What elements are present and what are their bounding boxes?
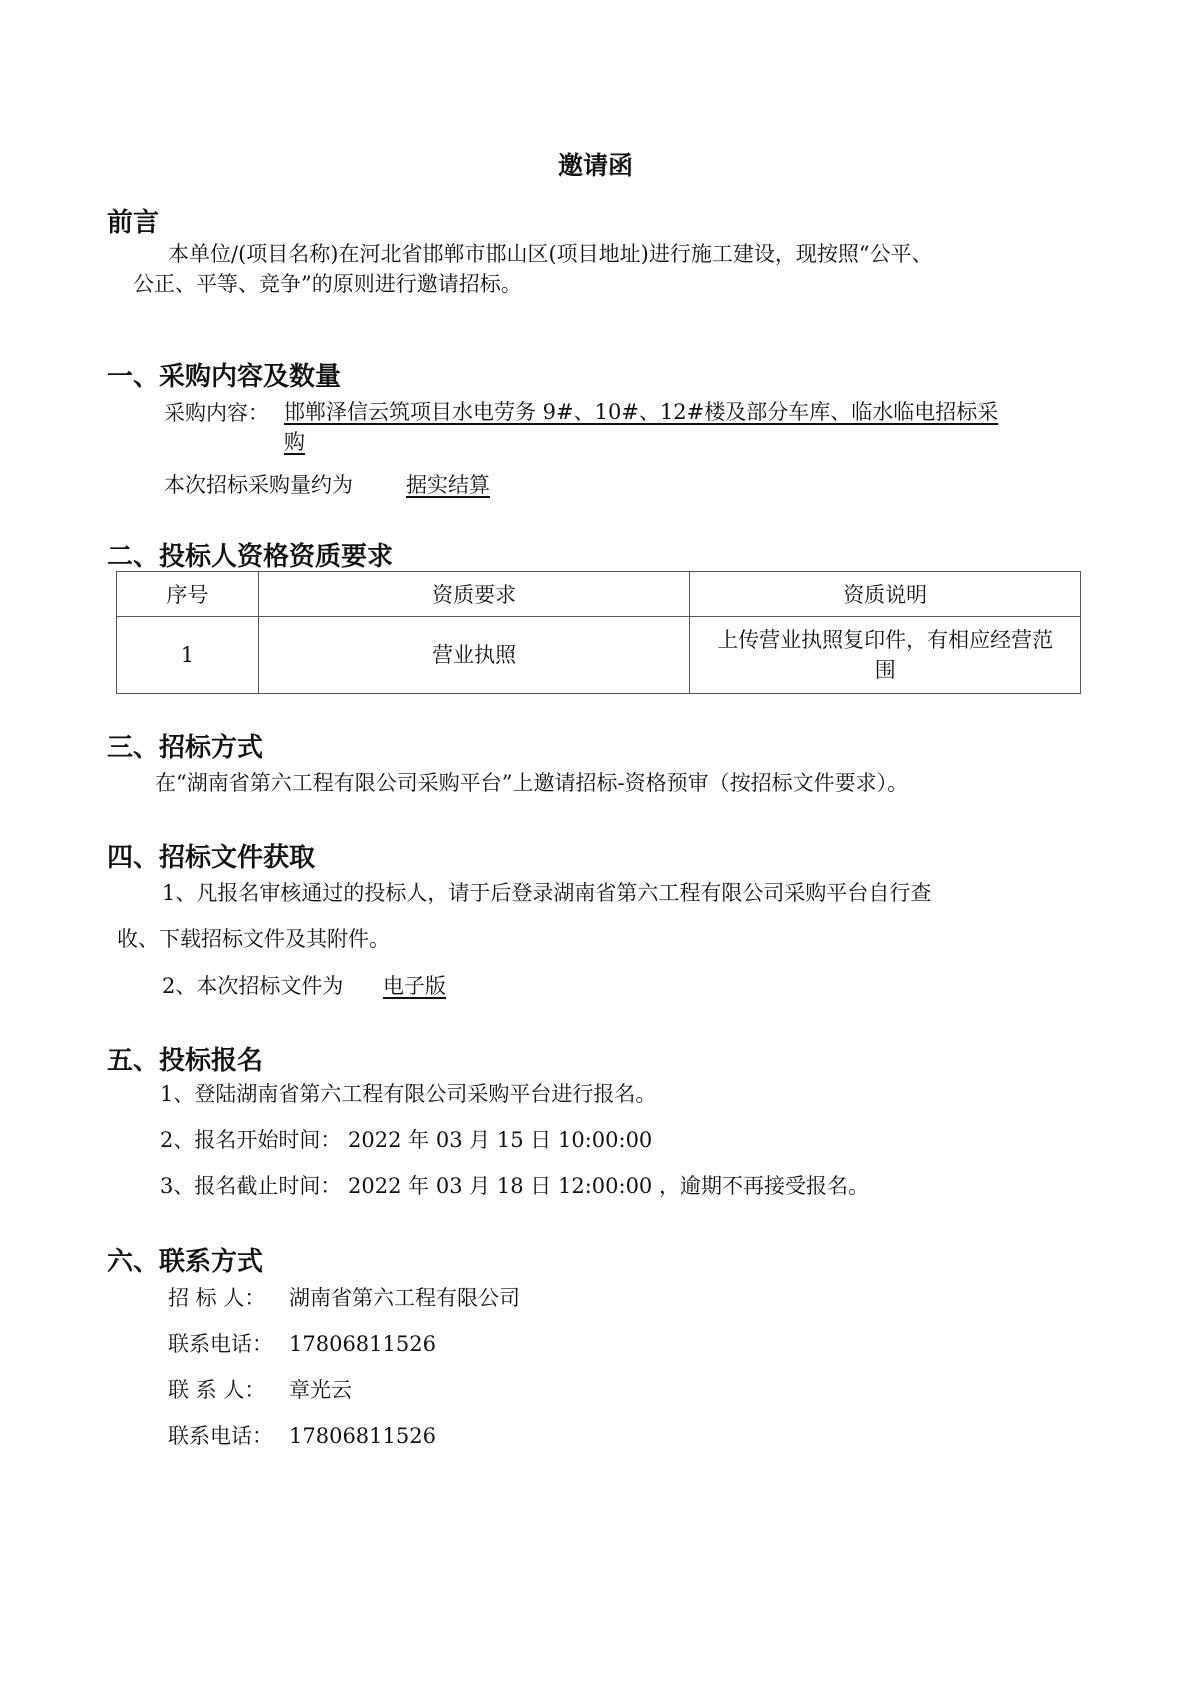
table-header-row <box>117 572 1081 617</box>
column-header-description: 资质说明 <box>690 572 1081 617</box>
document-title: 邀请函 <box>557 151 633 180</box>
phone2-value: 17806811526 <box>289 1424 436 1448</box>
document-acquisition-item1-line2: 收、下载招标文件及其附件。 <box>117 927 390 951</box>
document-format-label: 2、本次招标文件为 <box>162 974 344 998</box>
registration-end-time: 3、报名截止时间： 2022 年 03 月 18 日 12:00:00 ，逾期不再接受报名。 <box>160 1174 869 1198</box>
procurement-content-value-line2: 购 <box>284 430 305 454</box>
section6-heading: 六、联系方式 <box>107 1247 264 1277</box>
document-format-value: 电子版 <box>383 974 446 998</box>
tenderer-label: 招 标 人： <box>168 1286 266 1310</box>
registration-start-time: 2、报名开始时间： 2022 年 03 月 15 日 10:00:00 <box>160 1128 653 1152</box>
row-requirement: 营业执照 <box>258 617 690 694</box>
procurement-content-label: 采购内容： <box>164 401 269 425</box>
registration-item1: 1、登陆湖南省第六工程有限公司采购平台进行报名。 <box>160 1082 657 1106</box>
phone1-label: 联系电话： <box>168 1332 273 1356</box>
tender-method-text: 在“湖南省第六工程有限公司采购平台”上邀请招标-资格预审（按招标文件要求）。 <box>155 771 909 795</box>
quantity-value: 据实结算 <box>406 473 490 497</box>
quantity-label: 本次招标采购量约为 <box>164 473 353 497</box>
procurement-content-value-line1: 邯郸泽信云筑项目水电劳务 9#、10#、12#楼及部分车库、临水临电招标采 <box>284 400 999 424</box>
contact-label: 联 系 人： <box>168 1378 266 1402</box>
column-header-no: 序号 <box>117 572 259 617</box>
preface-line2: 公正、平等、竞争”的原则进行邀请招标。 <box>133 272 522 296</box>
row-description <box>690 617 1081 694</box>
document-acquisition-item1-line1: 1、凡报名审核通过的投标人，请于后登录湖南省第六工程有限公司采购平台自行查 <box>162 881 932 905</box>
preface-heading: 前言 <box>107 208 160 238</box>
preface-line1: 本单位/(项目名称)在河北省邯郸市邯山区(项目地址)进行施工建设，现按照“公平、 <box>168 242 933 266</box>
row-description-line1: 上传营业执照复印件，有相应经营范 <box>717 628 1054 652</box>
row-description-line2: 围 <box>874 658 896 682</box>
contact-value: 章光云 <box>289 1378 352 1402</box>
tenderer-value: 湖南省第六工程有限公司 <box>289 1286 520 1310</box>
phone2-label: 联系电话： <box>168 1424 273 1448</box>
phone1-value: 17806811526 <box>289 1332 436 1356</box>
section3-heading: 三、招标方式 <box>107 733 264 763</box>
section4-heading: 四、招标文件获取 <box>107 843 316 873</box>
section5-heading: 五、投标报名 <box>107 1046 264 1076</box>
table-row <box>117 617 1081 694</box>
section2-heading: 二、投标人资格资质要求 <box>107 542 394 572</box>
section1-heading: 一、采购内容及数量 <box>107 362 342 392</box>
row-number: 1 <box>117 617 259 694</box>
qualification-table <box>116 571 1081 694</box>
column-header-requirement: 资质要求 <box>258 572 690 617</box>
